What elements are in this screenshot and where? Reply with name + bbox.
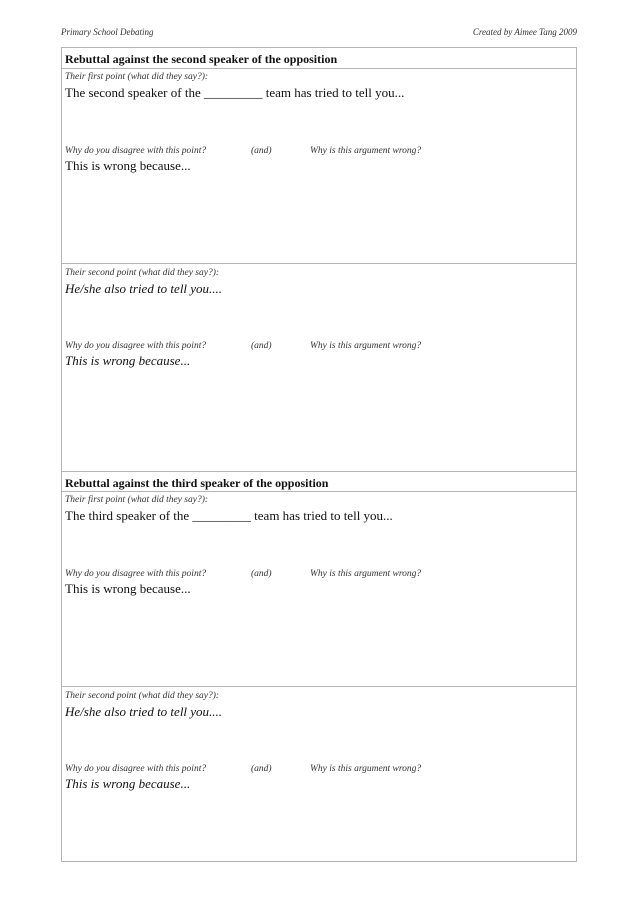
point-statement: He/she also tried to tell you....: [65, 281, 223, 296]
section-title-row: [62, 471, 576, 492]
and-label: (and): [251, 341, 272, 351]
point-block[interactable]: [62, 492, 576, 686]
point-block[interactable]: [62, 686, 576, 862]
point-prompt: Their second point (what did they say?):: [65, 268, 220, 278]
and-label: (and): [251, 764, 272, 774]
point-prompt: Their first point (what did they say?):: [65, 72, 209, 82]
question-row: [65, 764, 576, 776]
question-row: [65, 569, 576, 581]
section-title: Rebuttal against the third speaker of the opposition: [65, 476, 329, 490]
question-row: [65, 146, 576, 158]
section-title-row: [62, 48, 576, 69]
because-prompt: This is wrong because...: [65, 776, 191, 791]
point-statement: The second speaker of the _________ team has tried to tell you...: [65, 85, 405, 100]
point-statement: The third speaker of the _________ team has tried to tell you...: [65, 508, 393, 523]
disagree-question: Why do you disagree with this point?: [65, 569, 207, 579]
wrong-question: Why is this argument wrong?: [310, 764, 422, 774]
and-label: (and): [251, 569, 272, 579]
point-block[interactable]: [62, 69, 576, 263]
page-header-left: Primary School Debating: [61, 27, 154, 37]
page-header-right: Created by Aimee Tang 2009: [472, 27, 577, 37]
disagree-question: Why do you disagree with this point?: [65, 146, 207, 156]
worksheet-table: [61, 47, 577, 862]
because-prompt: This is wrong because...: [65, 158, 191, 173]
point-prompt: Their second point (what did they say?):: [65, 691, 220, 701]
disagree-question: Why do you disagree with this point?: [65, 341, 207, 351]
section-title: Rebuttal against the second speaker of the opposition: [65, 52, 338, 66]
wrong-question: Why is this argument wrong?: [310, 569, 422, 579]
point-block[interactable]: [62, 263, 576, 471]
point-prompt: Their first point (what did they say?):: [65, 495, 209, 505]
point-statement: He/she also tried to tell you....: [65, 704, 223, 719]
wrong-question: Why is this argument wrong?: [310, 341, 422, 351]
disagree-question: Why do you disagree with this point?: [65, 764, 207, 774]
wrong-question: Why is this argument wrong?: [310, 146, 422, 156]
because-prompt: This is wrong because...: [65, 581, 191, 596]
because-prompt: This is wrong because...: [65, 353, 191, 368]
and-label: (and): [251, 146, 272, 156]
question-row: [65, 341, 576, 353]
